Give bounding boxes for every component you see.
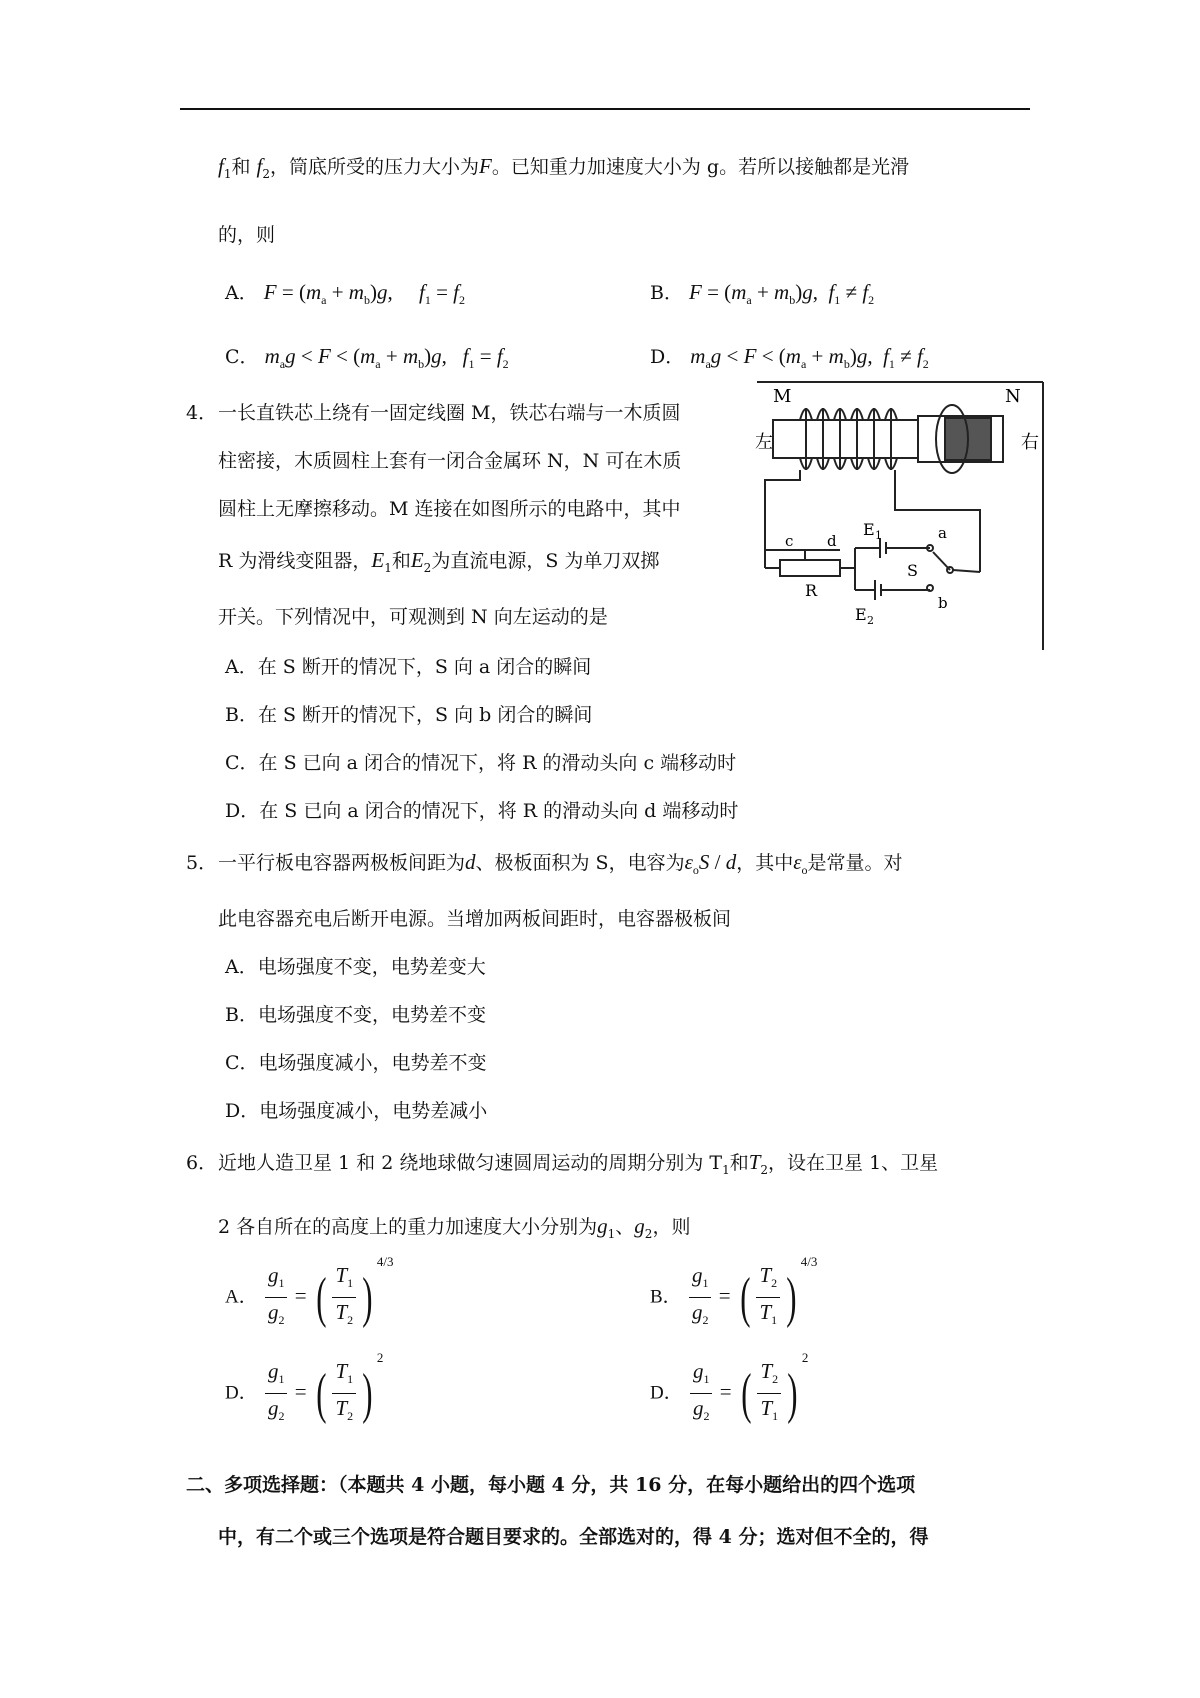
q4-number: 4． — [186, 402, 218, 424]
q3-option-c: C． $m_ag < F < (m_a + m_b)g$, $f_1 = f_2$ — [225, 344, 509, 372]
section-2-heading: 二、多项选择题：（本题共 4 小题，每小题 4 分，共 16 分，在每小题给出的四个选项 — [186, 1474, 916, 1496]
label-r: R — [805, 581, 818, 600]
q3-option-d: D． $m_ag < F < (m_a + m_b)g$, $f_1 \ne f_2$ — [650, 344, 929, 372]
q4-line-5: 开关。下列情况中，可观测到 N 向左运动的是 — [218, 606, 608, 628]
q5-option-a: A．电场强度不变，电势差变大 — [225, 956, 486, 978]
q4-line-3: 圆柱上无摩擦移动。M 连接在如图所示的电路中，其中 — [218, 498, 681, 520]
label-s: S — [907, 561, 918, 580]
q6-number: 6． — [186, 1152, 218, 1174]
q3-stem-line-2: 的，则 — [218, 224, 276, 246]
label-e2: E — [855, 605, 867, 624]
q5-line-1: 一平行板电容器两极板间距为d、极板面积为 S，电容为$\varepsilon_oS$ / d，其中$\varepsilon_o$是常量。对 — [218, 850, 903, 878]
q3-stem-line-1: $f_1$和 $f_2$，筒底所受的压力大小为F。已知重力加速度大小为 g。若所以接触都是光滑 — [218, 154, 910, 181]
q3-option-b: B． $F = (m_a + m_b)g$, $f_1 \ne f_2$ — [650, 280, 875, 308]
q6-option-b: B． $\frac{g_1}{g_2}$ = ( $\frac{T_2}{T_1}$ )4/3 — [650, 1254, 818, 1329]
header-rule — [180, 108, 1030, 110]
solenoid-circuit-figure — [755, 380, 1045, 650]
q5-option-d: D．电场强度减小，电势差减小 — [225, 1100, 488, 1122]
label-e1: E — [863, 520, 875, 539]
label-left: 左 — [755, 432, 773, 453]
q4-option-b: B．在 S 断开的情况下，S 向 b 闭合的瞬间 — [225, 704, 593, 726]
q4-option-a: A．在 S 断开的情况下，S 向 a 闭合的瞬间 — [225, 656, 592, 678]
label-a: a — [938, 524, 947, 542]
q5-number: 5． — [186, 852, 218, 874]
q4-line-4: R 为滑线变阻器，$E_1$和$E_2$为直流电源，S 为单刀双掷 — [218, 548, 660, 575]
q5-option-c: C．电场强度减小，电势差不变 — [225, 1052, 487, 1074]
q6-line-1: 近地人造卫星 1 和 2 绕地球做匀速圆周运动的周期分别为 $T_1$和$T_2$，设在卫星 1、卫星 — [218, 1150, 939, 1177]
q6-option-a: A． $\frac{g_1}{g_2}$ = ( $\frac{T_1}{T_2}$ )4/3 — [225, 1254, 394, 1329]
q6-line-2: 2 各自所在的高度上的重力加速度大小分别为$g_1$、$g_2$，则 — [218, 1214, 691, 1241]
q5-line-2: 此电容器充电后断开电源。当增加两板间距时，电容器极板间 — [218, 908, 732, 930]
q6-option-c: D． $\frac{g_1}{g_2}$ = ( $\frac{T_1}{T_2}$ )2 — [225, 1350, 384, 1425]
q5-option-b: B．电场强度不变，电势差不变 — [225, 1004, 486, 1026]
label-right: 右 — [1021, 432, 1039, 453]
q6-option-d: D． $\frac{g_1}{g_2}$ = ( $\frac{T_2}{T_1}$ )2 — [650, 1350, 809, 1425]
q3-option-a: A． $F = (m_a + m_b)g$, $f_1 = f_2$ — [225, 280, 465, 308]
label-m: M — [773, 386, 792, 407]
q4-option-c: C．在 S 已向 a 闭合的情况下，将 R 的滑动头向 c 端移动时 — [225, 752, 737, 774]
svg-text:1: 1 — [875, 529, 882, 542]
label-c: c — [785, 532, 794, 550]
svg-text:2: 2 — [867, 614, 874, 627]
q4-option-d: D．在 S 已向 a 闭合的情况下，将 R 的滑动头向 d 端移动时 — [225, 800, 739, 822]
section-2-instructions: 中，有二个或三个选项是符合题目要求的。全部选对的，得 4 分；选对但不全的，得 — [218, 1526, 929, 1548]
q4-line-2: 柱密接，木质圆柱上套有一闭合金属环 N，N 可在木质 — [218, 450, 682, 472]
label-n: N — [1005, 386, 1021, 407]
label-b: b — [938, 594, 948, 612]
label-d: d — [827, 532, 837, 550]
q4-line-1: 一长直铁芯上绕有一固定线圈 M，铁芯右端与一木质圆 — [218, 402, 681, 424]
